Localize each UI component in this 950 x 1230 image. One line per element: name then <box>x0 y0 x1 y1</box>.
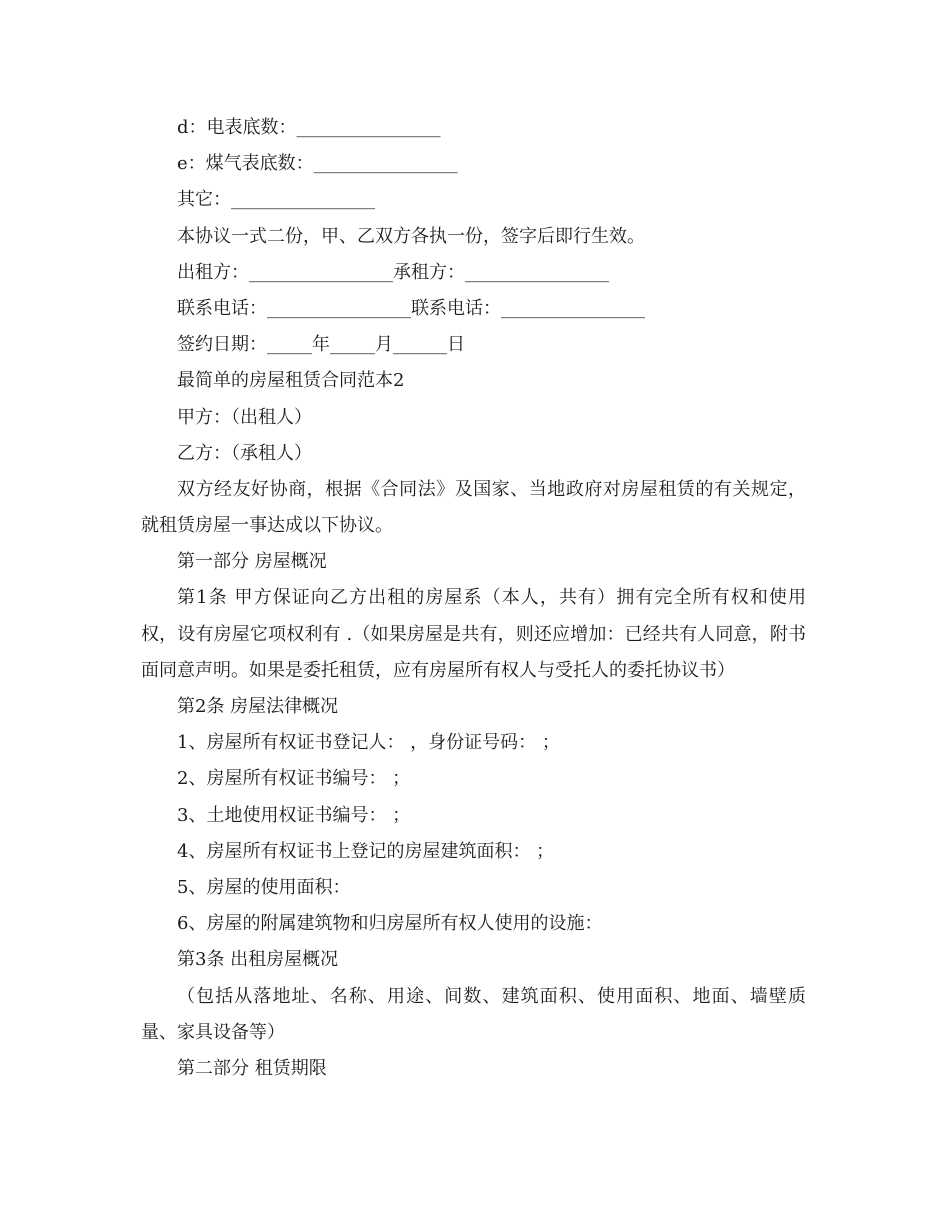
party-b-line: 乙方：（承租人） <box>177 442 312 464</box>
preamble-paragraph: 双方经友好协商，根据《合同法》及国家、当地政府对房屋租赁的有关规定，就租赁房屋一事达成以下协议。 <box>141 478 806 537</box>
article-3-heading: 第3条 出租房屋概况 <box>177 949 339 971</box>
phone-line: 联系电话：________________联系电话：________________ <box>177 297 645 319</box>
article-2-item-4: 4、房屋所有权证书上登记的房屋建筑面积： ； <box>177 840 555 862</box>
part-two-heading: 第二部分 租赁期限 <box>177 1057 327 1079</box>
article-2-item-5: 5、房屋的使用面积： <box>177 877 351 899</box>
meter-electric-line: d：电表底数：________________ <box>177 117 441 138</box>
article-2-heading: 第2条 房屋法律概况 <box>177 696 339 718</box>
article-2-item-2: 2、房屋所有权证书编号： ； <box>177 768 411 790</box>
part-one-heading: 第一部分 房屋概况 <box>177 551 327 573</box>
copies-clause: 本协议一式二份，甲、乙双方各执一份，签字后即行生效。 <box>177 225 645 247</box>
article-2-item-1: 1、房屋所有权证书登记人： ，身份证号码： ； <box>177 732 560 754</box>
document-page <box>141 110 806 1087</box>
template-title: 最简单的房屋租赁合同范本2 <box>177 370 405 392</box>
other-line: 其它：________________ <box>177 189 375 211</box>
signatories-line: 出租方：________________承租方：________________ <box>177 261 609 283</box>
article-2-item-3: 3、土地使用权证书编号： ； <box>177 804 411 826</box>
party-a-line: 甲方：（出租人） <box>177 406 312 428</box>
meter-gas-line: e：煤气表底数：________________ <box>177 153 458 175</box>
article-2-item-6: 6、房屋的附属建筑物和归房屋所有权人使用的设施： <box>177 913 603 935</box>
article-3-paragraph: （包括从落地址、名称、用途、间数、建筑面积、使用面积、地面、墙壁质量、家具设备等） <box>141 985 806 1043</box>
article-1-paragraph: 第1条 甲方保证向乙方出租的房屋系（本人，共有）拥有完全所有权和使用权，设有房屋它项权利有 .（如果房屋是共有，则还应增加：已经共有人同意，附书面同意声明。如果是委托租赁，应有房屋所有权人与受托人的委托协议书） <box>141 587 806 681</box>
sign-date-line: 签约日期：_____年_____月______日 <box>177 334 465 356</box>
